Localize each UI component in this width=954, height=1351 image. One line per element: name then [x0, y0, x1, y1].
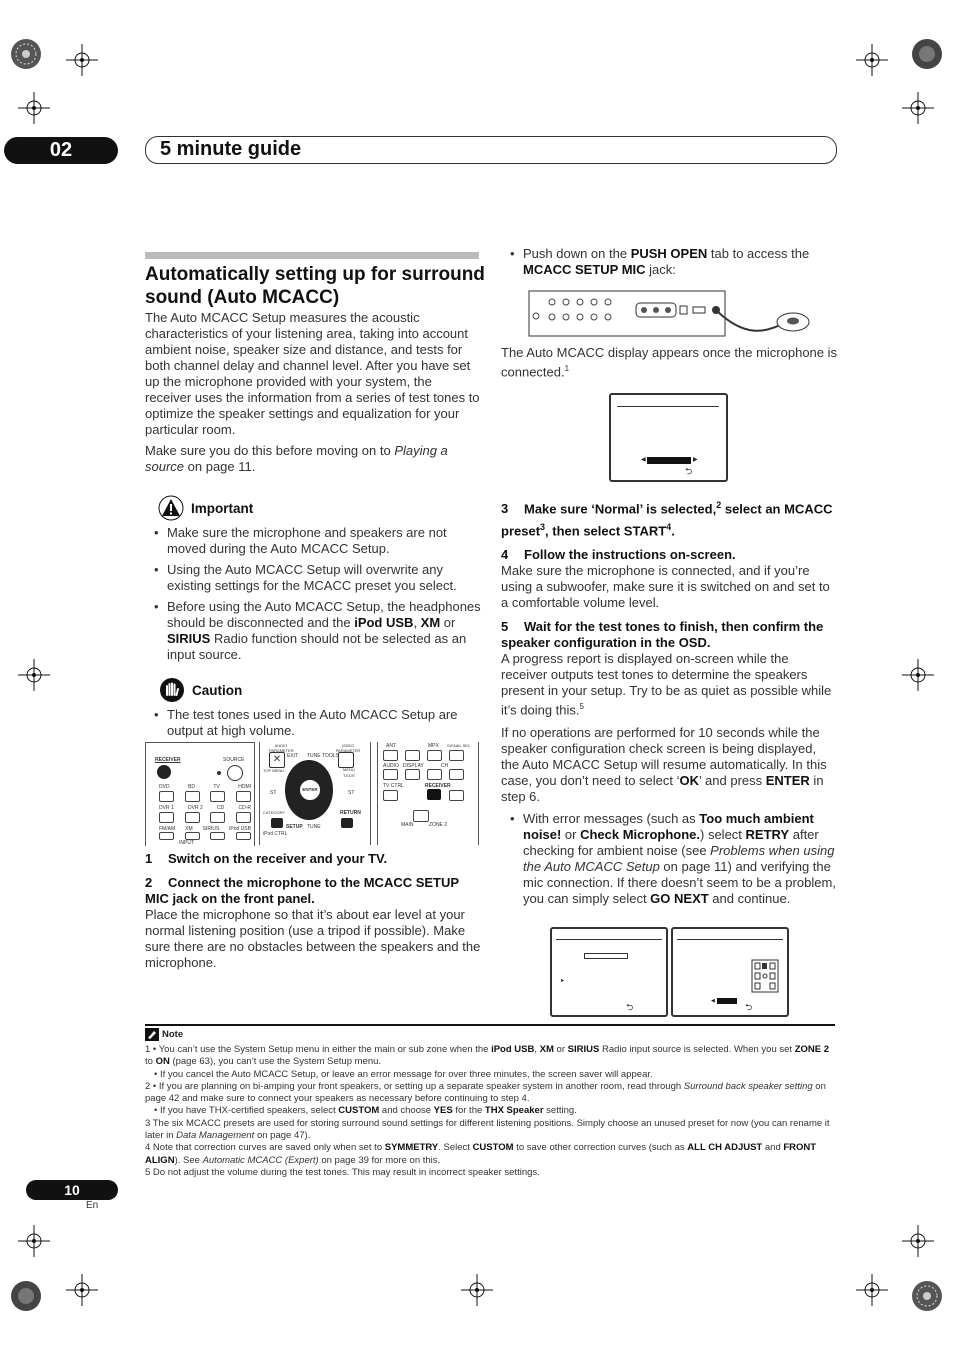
ch-plus-button[interactable]	[449, 769, 464, 780]
display-label: DISPLAY	[403, 763, 424, 769]
audio-label: AUDIO	[383, 763, 399, 769]
menu-label: MENU	[343, 767, 355, 772]
error-list	[501, 811, 837, 907]
input-button[interactable]	[236, 791, 251, 802]
note-1: 1 • You can’t use the System Setup menu in either the main or sub zone when the iPod USB, XM or SIRIUS Radio input source is selected. When you set ZONE 2 to ON (page 63), you can’t use the System Setup menu.	[145, 1044, 830, 1068]
tune-bottom-label: TUNE	[307, 824, 321, 830]
step-5-body: A progress report is displayed on-screen while the receiver outputs test tones to determine the speakers present in your setup. Try to be as quiet as possible while it’s doing this.$^5$	[501, 650, 832, 717]
source-power-button[interactable]	[227, 765, 243, 781]
input-buttons-3	[159, 832, 251, 840]
input-button[interactable]	[210, 832, 225, 840]
registration-mark-icon	[14, 88, 54, 128]
important-box	[145, 495, 481, 663]
tune-label: TUNE	[307, 753, 321, 759]
color-target-icon	[911, 1280, 943, 1312]
tools-label: TOOLS	[322, 753, 339, 759]
ch-label: CH	[441, 763, 449, 769]
notes-section	[145, 1024, 835, 1179]
input-buttons-2	[159, 812, 251, 823]
note-2b: • If you have THX-certified speakers, select CUSTOM and choose YES for the THX Speaker setting.	[154, 1105, 577, 1117]
push-open-list	[501, 246, 837, 278]
osd-auto-mcacc-screen	[609, 393, 728, 482]
note-pencil-icon	[145, 1028, 159, 1041]
registration-mark-icon	[62, 40, 102, 80]
st-left-label: ST	[270, 790, 277, 796]
important-warning-icon	[157, 495, 185, 521]
intro-paragraph-2: Make sure you do this before moving on to Playing a source on page 11.	[145, 443, 448, 474]
note-5: 5 Do not adjust the volume during the test tones. This may result in incorrect speaker settings.	[145, 1166, 540, 1178]
input-label: CD-R	[238, 805, 251, 811]
note-title: Note	[162, 1029, 184, 1040]
ch-minus-button[interactable]	[427, 769, 442, 780]
osd-left-arrow-icon: ◀	[641, 457, 646, 463]
note-4: 4 Note that correction curves are saved only when set to SYMMETRY. Select CUSTOM to save other correction curves (such as ALL CH ADJUST and FRONT ALIGN). See Automatic MCACC (Expert) on page 39 for more on this.	[145, 1142, 817, 1166]
registration-mark-icon	[457, 1270, 497, 1310]
osd-title-line	[617, 406, 719, 407]
ant-label: ANT	[386, 743, 396, 749]
input-label: DVR 2	[188, 805, 203, 811]
intro-paragraph: The Auto MCACC Setup measures the acoustic characteristics of your listening area, taking into account ambient noise, speaker size and distance, and tests for both channel delay and channel level. After you have set up the microphone provided with your system, the receiver uses the information from a series of test tones to optimize the speaker settings and equalization for your particular room.	[145, 310, 480, 437]
input-label: SIRIUS	[202, 826, 220, 832]
osd-right-arrow-icon: ▶	[693, 457, 698, 463]
important-title: Important	[191, 500, 254, 516]
important-item: • Using the Auto MCACC Setup will overwrite any existing settings for the MCACC preset you select.	[145, 562, 481, 594]
osd-left-arrow-icon: ◀	[711, 998, 715, 1004]
speaker-layout-icon	[751, 959, 779, 993]
remote-button[interactable]	[449, 790, 464, 801]
enter-button[interactable]	[299, 779, 321, 801]
input-button[interactable]	[159, 832, 174, 840]
osd-cursor-icon: ▸	[561, 978, 565, 984]
registration-mark-icon	[852, 1270, 892, 1310]
input-row-1	[159, 784, 251, 790]
ipod-ctrl-label: iPod CTRL	[263, 831, 288, 837]
important-item: • Make sure the microphone and speakers are not moved during the Auto MCACC Setup.	[145, 525, 481, 557]
video-parameter-label: VIDEO PARAMETER	[335, 743, 361, 753]
exit-label: EXIT	[287, 753, 299, 759]
zone-switch[interactable]	[413, 810, 429, 822]
input-label: CD	[217, 805, 225, 811]
osd-speaker-config-screen	[671, 927, 789, 1017]
right-steps	[501, 496, 837, 912]
osd-title-line	[556, 939, 662, 940]
signal-sel-label: SIGNAL SEL	[447, 743, 471, 748]
osd-return-icon: ⮌	[626, 1002, 634, 1012]
registration-mark-icon	[14, 1221, 54, 1261]
input-button[interactable]	[236, 832, 251, 840]
important-list	[145, 525, 481, 663]
page-number: 10	[26, 1180, 118, 1200]
chapter-number: 02	[4, 137, 118, 164]
registration-mark-icon	[898, 88, 938, 128]
receiver-label: RECEIVER	[155, 757, 181, 763]
auto-mcacc-display-text: The Auto MCACC display appears once the microphone is connected.$^1$	[501, 345, 838, 380]
setup-label: SETUP	[286, 824, 303, 830]
input-button[interactable]	[159, 791, 174, 802]
push-open-item: • Push down on the PUSH OPEN tab to access the MCACC SETUP MIC jack:	[501, 246, 837, 278]
osd-ok-button[interactable]	[717, 998, 737, 1004]
st-right-label: ST	[348, 790, 355, 796]
zone2-label: ZONE 2	[429, 822, 448, 828]
note-2: 2 • If you are planning on bi-amping your front speakers, or setting up a separate speaker system in another room, read through Surround back speaker setting on page 42 and make sure to connect your speakers as necessary before continuing to step 4.	[145, 1080, 826, 1105]
section-title: Automatically setting up for surround sound (Auto MCACC)	[145, 264, 485, 308]
main-label: MAIN	[401, 822, 414, 828]
tv-ctrl-label: TV CTRL	[383, 783, 404, 789]
input-button[interactable]	[210, 812, 225, 823]
input-label: DVR 1	[159, 805, 174, 811]
input-button[interactable]	[185, 832, 200, 840]
playing-a-source-link: Playing a source	[145, 443, 448, 474]
tv-ctrl-button[interactable]	[383, 790, 398, 801]
note-3: 3 The six MCACC presets are used for storing surround sound settings for different listening positions. Simply choose an unused preset for now (you can rename it later in Data Management on page 47).	[145, 1117, 830, 1142]
remote-control-illustration	[145, 742, 478, 845]
return-button[interactable]	[341, 818, 353, 828]
input-label: INPUT	[179, 840, 194, 846]
input-buttons-1	[159, 791, 251, 802]
input-label: XM	[185, 826, 193, 832]
left-column	[145, 310, 481, 744]
source-label: SOURCE	[223, 757, 245, 763]
input-button[interactable]	[236, 812, 251, 823]
note-header	[145, 1028, 835, 1041]
audio-parameter-label: AUDIO PARAMETER	[269, 743, 294, 753]
registration-mark-icon	[898, 1221, 938, 1261]
remote-button[interactable]	[383, 769, 398, 780]
setup-button[interactable]	[271, 818, 283, 828]
registration-mark-icon	[14, 655, 54, 695]
receiver-mode-button[interactable]	[427, 789, 441, 800]
osd-title-line	[677, 939, 783, 940]
step-4-body: Make sure the microphone is connected, and if you’re using a subwoofer, make sure it is switched on and set to a comfortable volume level.	[501, 562, 830, 610]
right-column	[501, 246, 837, 283]
osd-progress-bar	[584, 953, 628, 959]
receiver-power-button[interactable]	[157, 765, 171, 779]
top-menu-label: TOP MENU	[263, 768, 284, 773]
registration-mark-icon	[62, 1270, 102, 1310]
remote-button[interactable]	[427, 750, 442, 761]
caution-box	[145, 677, 481, 739]
receiver-mode-label: RECEIVER	[425, 783, 451, 789]
remote-button[interactable]	[449, 750, 464, 761]
osd-return-icon: ⮌	[745, 1002, 753, 1012]
input-button[interactable]	[210, 791, 225, 802]
important-item: • Before using the Auto MCACC Setup, the headphones should be disconnected and the iPod USB, XM or SIRIUS Radio function should not be selected as an input source.	[145, 599, 481, 663]
color-target-icon	[10, 38, 42, 70]
input-label: BD	[188, 784, 195, 790]
tools-button[interactable]	[338, 752, 354, 768]
category-label: CATEGORY	[263, 810, 286, 815]
input-label: TV	[213, 784, 220, 790]
remote-button[interactable]	[405, 769, 420, 780]
step-2-body: Place the microphone so that it’s about ear level at your normal listening position (use a tripod if possible). Make sure there are no obstacles between the speakers and the microphone.	[145, 907, 481, 970]
step-3: 3 Make sure ‘Normal’ is selected,$^2$ select an MCACC preset$^3$, then select START$^4$.	[501, 500, 833, 539]
error-item: • With error messages (such as Too much ambient noise! or Check Microphone.) select RETRY after checking for ambient noise (see Problems when using the Auto MCACC Setup on page 11) and verifying the mic connection. If there doesn’t seem to be a problem, you can simply select GO NEXT and continue.	[501, 811, 837, 907]
enter-label: ENTER	[302, 787, 318, 792]
left-steps	[145, 851, 481, 971]
input-row-2	[159, 805, 251, 811]
color-target-icon	[911, 38, 943, 70]
input-label: FM/AM	[159, 826, 176, 832]
step-4: 4 Follow the instructions on-screen.	[501, 546, 736, 562]
input-button[interactable]	[185, 791, 200, 802]
exit-button[interactable]: ✕	[269, 752, 285, 768]
osd-return-icon: ⮌	[685, 466, 693, 476]
caution-title: Caution	[192, 682, 243, 698]
timeout-paragraph: If no operations are performed for 10 seconds while the speaker configuration check screen is being displayed, the Auto MCACC Setup will resume automatically. In this case, you don’t need to select ‘OK’ and press ENTER in step 6.	[501, 724, 827, 804]
mpx-label: MPX	[428, 743, 439, 749]
note-body	[145, 1044, 835, 1179]
osd-progress-screen	[550, 927, 668, 1017]
input-label: DVD	[159, 784, 170, 790]
note-1b: • If you cancel the Auto MCACC Setup, or leave an error message for over three minutes, the screen saver will appear.	[154, 1068, 653, 1080]
chapter-title: 5 minute guide	[160, 138, 302, 160]
return-label: RETURN	[340, 810, 361, 816]
step-1: 1 Switch on the receiver and your TV.	[145, 851, 388, 866]
input-button[interactable]	[159, 812, 174, 823]
caution-item: • The test tones used in the Auto MCACC Setup are output at high volume.	[145, 707, 481, 739]
caution-list	[145, 707, 481, 739]
step-2: 2 Connect the microphone to the MCACC SETUP MIC jack on the front panel.	[145, 875, 459, 906]
led-dot	[217, 771, 221, 775]
registration-mark-icon	[852, 40, 892, 80]
caution-hand-icon	[159, 677, 185, 703]
input-label: iPod USB	[229, 826, 251, 832]
t-edit-label: T.EDIT	[343, 773, 356, 778]
color-target-icon	[10, 1280, 42, 1312]
input-button[interactable]	[185, 812, 200, 823]
remote-button[interactable]	[405, 750, 420, 761]
section-bar	[145, 252, 479, 259]
osd-start-button[interactable]	[647, 457, 691, 464]
remote-button[interactable]	[383, 750, 398, 761]
front-panel-illustration	[528, 290, 811, 338]
step-5: 5 Wait for the test tones to finish, then confirm the speaker configuration in the OSD.	[501, 618, 824, 650]
language-code: En	[86, 1200, 99, 1211]
registration-mark-icon	[898, 655, 938, 695]
input-label: HDMI	[238, 784, 251, 790]
